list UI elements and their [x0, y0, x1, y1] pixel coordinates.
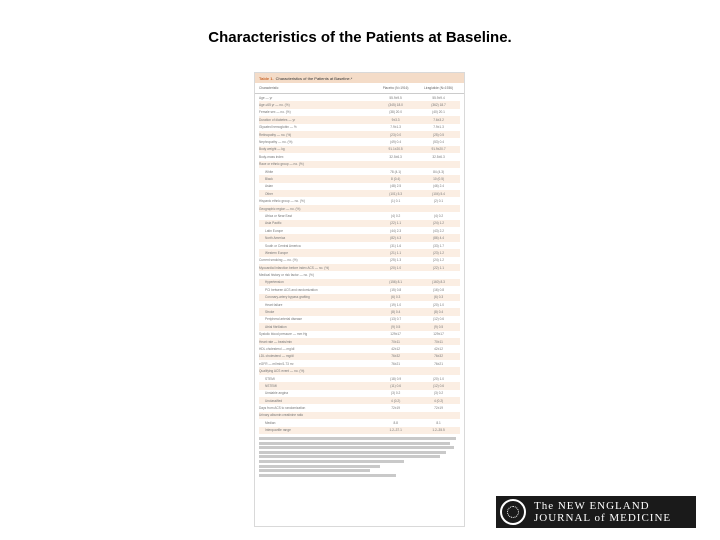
row-label: PCI between ACS and randomization [265, 287, 318, 292]
row-label: Days from ACS to randomization [259, 406, 306, 411]
table-row [259, 412, 460, 419]
row-label: Systolic blood pressure — mm Hg [259, 332, 308, 337]
table-row [259, 116, 460, 123]
table-row [259, 146, 460, 153]
row-placebo-value: (8) 0.4 [391, 310, 401, 315]
row-label: Asian [265, 184, 273, 189]
row-placebo-value: (18) 0.9 [390, 376, 402, 381]
column-header-characteristic: Characteristic [259, 86, 279, 90]
row-placebo-value: 8 (0.4) [391, 176, 401, 181]
row-label: Africa or Near East [265, 213, 292, 218]
row-placebo-value: 129±17 [390, 332, 401, 337]
row-placebo-value: (82) 4.3 [390, 236, 402, 241]
wordmark-line-2: JOURNAL of MEDICINE [534, 512, 672, 524]
row-placebo-value: 9±3.3 [391, 117, 400, 122]
table-row [259, 338, 460, 345]
table-row [259, 375, 460, 382]
table-row [259, 242, 460, 249]
row-label: Asia Pacific [265, 221, 282, 226]
row-drug-value: (40) 20.1 [432, 110, 445, 115]
row-label: Heart rate — beats/min [259, 339, 292, 344]
row-drug-value: (4) 0.2 [433, 213, 444, 218]
table-row [259, 220, 460, 227]
table-row [259, 308, 460, 315]
table-row [259, 345, 460, 352]
row-label: Medical history or risk factor — no. (%) [259, 273, 314, 278]
nejm-logo [496, 496, 696, 528]
row-label: Median [265, 420, 276, 425]
row-label: Hypertension [265, 280, 284, 285]
row-label: Unclassified [265, 398, 283, 403]
table-row [259, 212, 460, 219]
row-placebo-value: 4 (0.2) [391, 398, 401, 403]
table-row [259, 323, 460, 330]
row-placebo-value: (20) 1.0 [390, 265, 402, 270]
row-placebo-value: 78 (4.1) [390, 169, 402, 174]
row-drug-value: (16) 0.8 [433, 287, 445, 292]
row-label: Hispanic ethnic group — no. (%) [259, 199, 305, 204]
row-drug-value: 76±32 [434, 354, 443, 359]
row-placebo-value: (48) 2.5 [390, 184, 402, 189]
journal-seal-icon [500, 499, 526, 525]
row-placebo-value: (22) 1.1 [390, 221, 402, 226]
row-drug-value: (23) 1.2 [433, 250, 445, 255]
table-row [259, 301, 460, 308]
table-row [259, 264, 460, 271]
table-row [259, 227, 460, 234]
row-placebo-value: (1) 0.1 [391, 199, 401, 204]
table-row [259, 271, 460, 278]
footnote-line [259, 455, 440, 458]
row-placebo-value: 76±32 [391, 354, 401, 359]
row-drug-value: (20) 1.0 [433, 376, 445, 381]
footnote-line [259, 437, 456, 440]
row-label: Unstable angina [265, 391, 289, 396]
table-row [259, 279, 460, 286]
row-drug-value: (2) 0.1 [433, 199, 444, 204]
row-drug-value: (9) 0.5 [433, 324, 444, 329]
row-label: Heart failure [265, 302, 283, 307]
row-label: Current smoking — no. (%) [259, 258, 298, 263]
table-row [259, 109, 460, 116]
row-drug-value: (362) 18.7 [431, 103, 446, 108]
table-row [259, 131, 460, 138]
row-label: Age — yr [259, 95, 273, 100]
row-label: Body weight — kg [259, 147, 285, 152]
table-row [259, 427, 460, 434]
row-drug-value: (24) 1.2 [433, 258, 445, 263]
footnote-line [259, 465, 380, 468]
row-placebo-value: (6) 0.3 [391, 295, 401, 300]
row-placebo-value: (38) 20.0 [389, 110, 402, 115]
row-placebo-value: (3) 0.2 [391, 391, 401, 396]
row-placebo-value: (49) 0.4 [390, 140, 402, 145]
row-drug-value: 7.9±1.3 [433, 125, 444, 130]
row-drug-value: 70±11 [434, 339, 443, 344]
row-drug-value: 32.5±6.3 [432, 154, 445, 159]
row-placebo-value: 70±11 [391, 339, 400, 344]
table-caption [255, 73, 464, 83]
row-label: Urinary albumin:creatinine ratio [259, 413, 304, 418]
table-row [259, 397, 460, 404]
row-placebo-value: 72±19 [391, 406, 401, 411]
row-drug-value: (160) 8.3 [432, 280, 445, 285]
row-drug-value: 129±17 [433, 332, 444, 337]
row-drug-value: (20) 1.0 [433, 302, 445, 307]
row-placebo-value: 91.1±20.5 [388, 147, 403, 152]
row-placebo-value: (19) 1.0 [390, 302, 402, 307]
table-row [259, 197, 460, 204]
row-placebo-value: 1.2–37.1 [389, 428, 402, 433]
row-label: North America [265, 236, 286, 241]
row-label: eGFR — ml/min/1.73 m² [259, 361, 294, 366]
row-label: Glycated hemoglobin — % [259, 125, 297, 130]
row-placebo-value: (345) 18.0 [388, 103, 403, 108]
row-drug-value: 42±12 [434, 346, 443, 351]
row-label: South or Central America [265, 243, 301, 248]
row-placebo-value: 8.8 [393, 420, 398, 425]
row-placebo-value: 76±21 [391, 361, 401, 366]
row-label: LDL cholesterol — mg/dl [259, 354, 294, 359]
row-drug-value: 1.2–35.5 [432, 428, 445, 433]
row-drug-value: (46) 2.4 [433, 184, 445, 189]
footnote-line [259, 460, 404, 463]
row-placebo-value: (101) 5.3 [389, 191, 403, 196]
table-row [259, 183, 460, 190]
row-placebo-value: 32.5±6.3 [389, 154, 402, 159]
row-label: Body-mass index [259, 154, 284, 159]
table-row [259, 353, 460, 360]
table-row [259, 316, 460, 323]
row-placebo-value: (15) 0.8 [390, 287, 402, 292]
table-caption-text: Characteristics of the Patients at Baseline.* [275, 75, 353, 81]
wordmark-line-1: The NEW ENGLAND [534, 500, 650, 512]
row-placebo-value: 7.9±1.3 [390, 125, 401, 130]
row-label: Peripheral arterial disease [265, 317, 303, 322]
row-drug-value: (3) 0.2 [433, 391, 444, 396]
row-placebo-value: (25) 1.3 [390, 258, 402, 263]
row-label: NSTEMI [265, 383, 278, 388]
row-label: Interquartile range [265, 428, 291, 433]
row-drug-value: 91.9±20.7 [431, 147, 446, 152]
table-figure [254, 72, 465, 527]
row-placebo-value: 42±12 [391, 346, 401, 351]
row-drug-value: (6) 0.3 [433, 295, 444, 300]
row-drug-value: 4 (0.2) [433, 398, 444, 403]
row-drug-value: 72±19 [434, 406, 443, 411]
row-label: Qualifying ACS event — no. (%) [259, 369, 305, 374]
row-label: Western Europe [265, 250, 288, 255]
row-label: Nephropathy — no. (%) [259, 140, 293, 145]
footnote-line [259, 469, 370, 472]
row-drug-value: (43) 2.2 [433, 228, 445, 233]
row-drug-value: 84 (4.3) [433, 169, 445, 174]
row-label: Myocardial infarction before index ACS — no. (%) [259, 265, 330, 270]
table-row [259, 249, 460, 256]
row-drug-value: 7.6±3.2 [433, 117, 444, 122]
row-label: Race or ethnic group — no. (%) [259, 162, 304, 167]
table-row [259, 94, 460, 101]
row-placebo-value: (11) 0.6 [390, 383, 402, 388]
table-row [259, 257, 460, 264]
row-placebo-value: (9) 0.5 [391, 324, 401, 329]
row-drug-value: 55.9±9.4 [432, 95, 445, 100]
row-drug-value: (24) 1.2 [433, 221, 445, 226]
row-label: Atrial fibrillation [265, 324, 287, 329]
row-label: Latin Europe [265, 228, 284, 233]
table-row [259, 419, 460, 426]
table-row [259, 234, 460, 241]
table-row [259, 360, 460, 367]
row-placebo-value: 55.9±9.5 [389, 95, 402, 100]
row-drug-value: 76±21 [434, 361, 443, 366]
slide-title: Characteristics of the Patients at Baseline. [208, 29, 512, 46]
table-row [259, 124, 460, 131]
column-header-drug: Liraglutide (N=1936) [424, 86, 454, 90]
table-row [259, 367, 460, 374]
row-drug-value: (86) 4.4 [433, 236, 445, 241]
table-row [259, 138, 460, 145]
row-drug-value: (12) 0.6 [433, 383, 445, 388]
row-label: Duration of diabetes — yr [259, 117, 296, 122]
table-row [259, 175, 460, 182]
table-row [259, 390, 460, 397]
row-drug-value: (8) 0.4 [433, 310, 444, 315]
row-placebo-value: (23) 0.0 [390, 132, 402, 137]
table-row [259, 168, 460, 175]
row-placebo-value: (156) 8.1 [389, 280, 403, 285]
row-label: Stroke [265, 310, 275, 315]
row-placebo-value: (44) 2.3 [390, 228, 402, 233]
row-drug-value: 8.1 [436, 420, 441, 425]
row-label: White [265, 169, 274, 174]
footnote-line [259, 446, 454, 449]
row-label: Female sex — no. (%) [259, 110, 291, 115]
row-label: Retinopathy — no. (%) [259, 132, 292, 137]
row-placebo-value: (21) 1.1 [390, 250, 402, 255]
row-placebo-value: (13) 0.7 [390, 317, 402, 322]
footnote-line [259, 451, 446, 454]
journal-wordmark [534, 500, 671, 524]
table-row [259, 404, 460, 411]
row-drug-value: (33) 1.7 [433, 243, 445, 248]
row-label: Age ≥65 yr — no. (%) [259, 103, 290, 108]
table-row [259, 153, 460, 160]
table-footnotes [255, 434, 464, 477]
row-label: Other [265, 191, 273, 196]
row-label: STEMI [265, 376, 275, 381]
row-label: Black [265, 176, 273, 181]
table-row [259, 190, 460, 197]
row-drug-value: (12) 0.6 [433, 317, 445, 322]
table-row [259, 101, 460, 108]
row-drug-value: (22) 1.1 [433, 265, 445, 270]
row-drug-value: (53) 0.4 [433, 140, 445, 145]
table-row [259, 286, 460, 293]
table-column-headers [255, 83, 464, 94]
table-row [259, 331, 460, 338]
row-drug-value: 10 (0.5) [433, 176, 445, 181]
table-row [259, 205, 460, 212]
column-header-placebo: Placebo (N=1916) [382, 86, 409, 90]
table-body [255, 94, 464, 434]
table-row [259, 382, 460, 389]
table-row [259, 161, 460, 168]
table-row [259, 294, 460, 301]
footnote-line [259, 442, 450, 445]
row-drug-value: (25) 0.5 [433, 132, 445, 137]
footnote-line [259, 474, 396, 477]
row-label: Coronary-artery bypass grafting [265, 295, 310, 300]
row-placebo-value: (31) 1.6 [390, 243, 402, 248]
row-drug-value: (104) 5.4 [432, 191, 445, 196]
table-label: Table 1. [259, 75, 274, 81]
row-label: Geographic region — no. (%) [259, 206, 301, 211]
row-placebo-value: (4) 0.2 [391, 213, 401, 218]
row-label: HDL cholesterol — mg/dl [259, 346, 295, 351]
